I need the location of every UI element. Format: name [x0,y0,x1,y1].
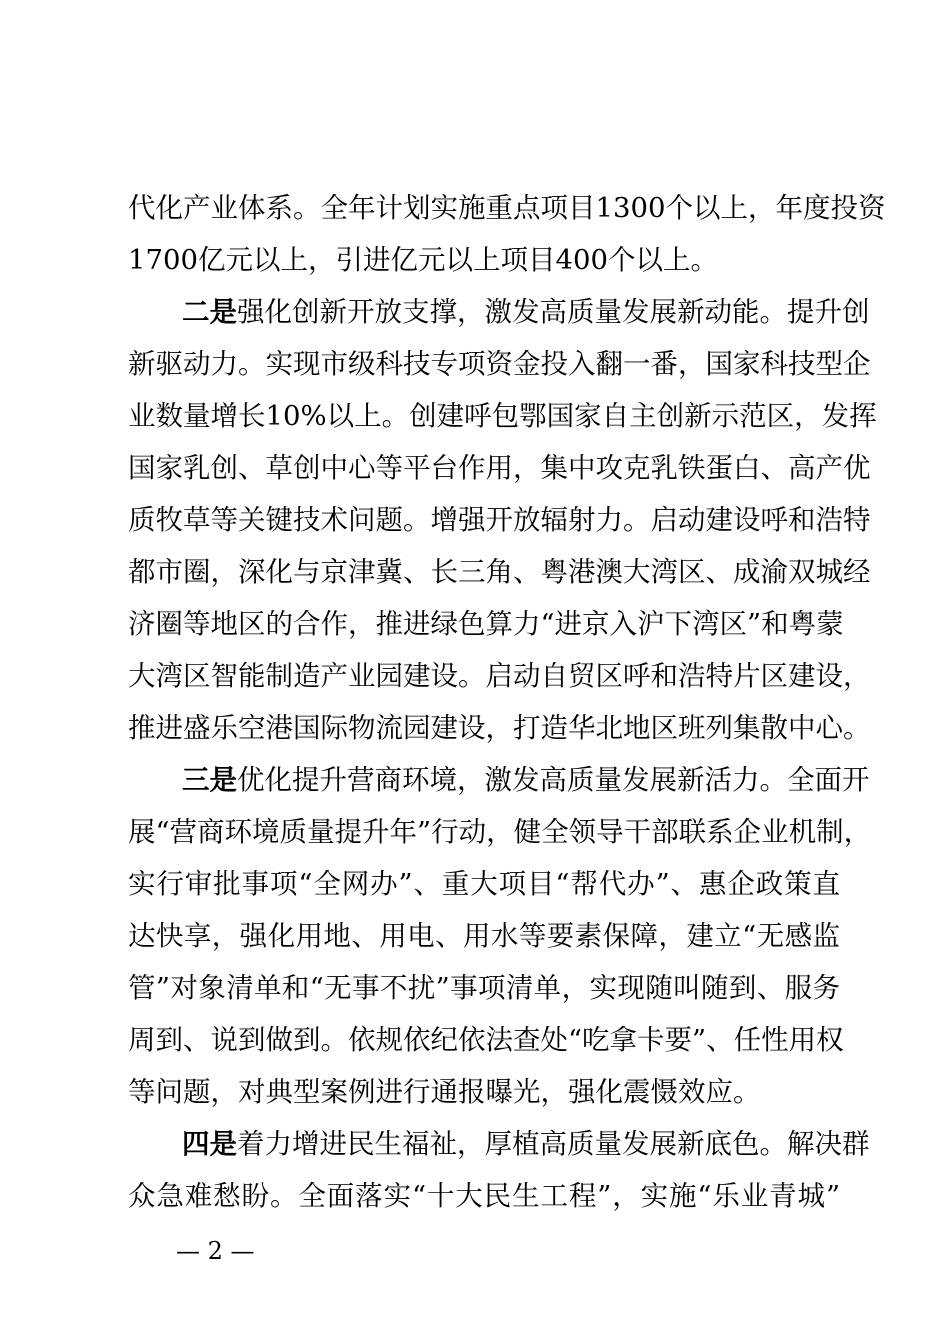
paragraph-lead: 三是 [182,764,237,796]
text-line: 实行审批事项“全网办”、重大项目“帮代办”、惠企政策直 [128,868,840,900]
text-line: 众急难愁盼。全面落实“十大民生工程”，实施“乐业青城” [128,1180,840,1212]
text-line: 等问题，对典型案例进行通报曝光，强化震慑效应。 [128,1076,761,1108]
text-line: 质牧草等关键技术问题。增强开放辐射力。启动建设呼和浩特 [128,504,871,536]
text-line: 都市圈，深化与京津冀、长三角、粤港澳大湾区、成渝双城经 [128,556,871,588]
body-text [128,182,886,1222]
paragraph-3-first-line [128,754,870,806]
text-line: 优化提升营商环境，激发高质量发展新活力。全面开 [237,764,870,796]
text-line: 周到、说到做到。依规依纪依法查处“吃拿卡要”、任性用权 [128,1024,844,1056]
text-line: 推进盛乐空港国际物流园建设，打造华北地区班列集散中心。 [128,712,871,744]
text-line: 强化创新开放支撑，激发高质量发展新动能。提升创 [237,296,870,328]
paragraph-lead: 二是 [182,296,237,328]
paragraph-2-first-line [128,286,870,338]
text-line: 大湾区智能制造产业园建设。启动自贸区呼和浩特片区建设， [128,660,871,692]
text-line: 济圈等地区的合作，推进绿色算力“进京入沪下湾区”和粤蒙 [128,608,844,640]
text-line: 业数量增长10%以上。创建呼包鄂国家自主创新示范区，发挥 [128,400,877,432]
text-line: 代化产业体系。全年计划实施重点项目1300个以上，年度投资 [128,192,886,224]
text-line: 达快享，强化用地、用电、用水等要素保障，建立“无感监 [128,920,840,952]
text-line: 着力增进民生福祉，厚植高质量发展新底色。解决群 [237,1128,870,1160]
paragraph-lead: 四是 [182,1128,237,1160]
text-line: 1700亿元以上，引进亿元以上项目400个以上。 [128,244,718,276]
page-number: — 2 — [176,1237,255,1265]
paragraph-4-first-line [128,1118,870,1170]
text-line: 管”对象清单和“无事不扰”事项清单，实现随叫随到、服务 [128,972,840,1004]
text-line: 新驱动力。实现市级科技专项资金投入翻一番，国家科技型企 [128,348,871,380]
text-line: 展“营商环境质量提升年”行动，健全领导干部联系企业机制， [128,816,872,848]
text-line: 国家乳创、草创中心等平台作用，集中攻克乳铁蛋白、高产优 [128,452,871,484]
